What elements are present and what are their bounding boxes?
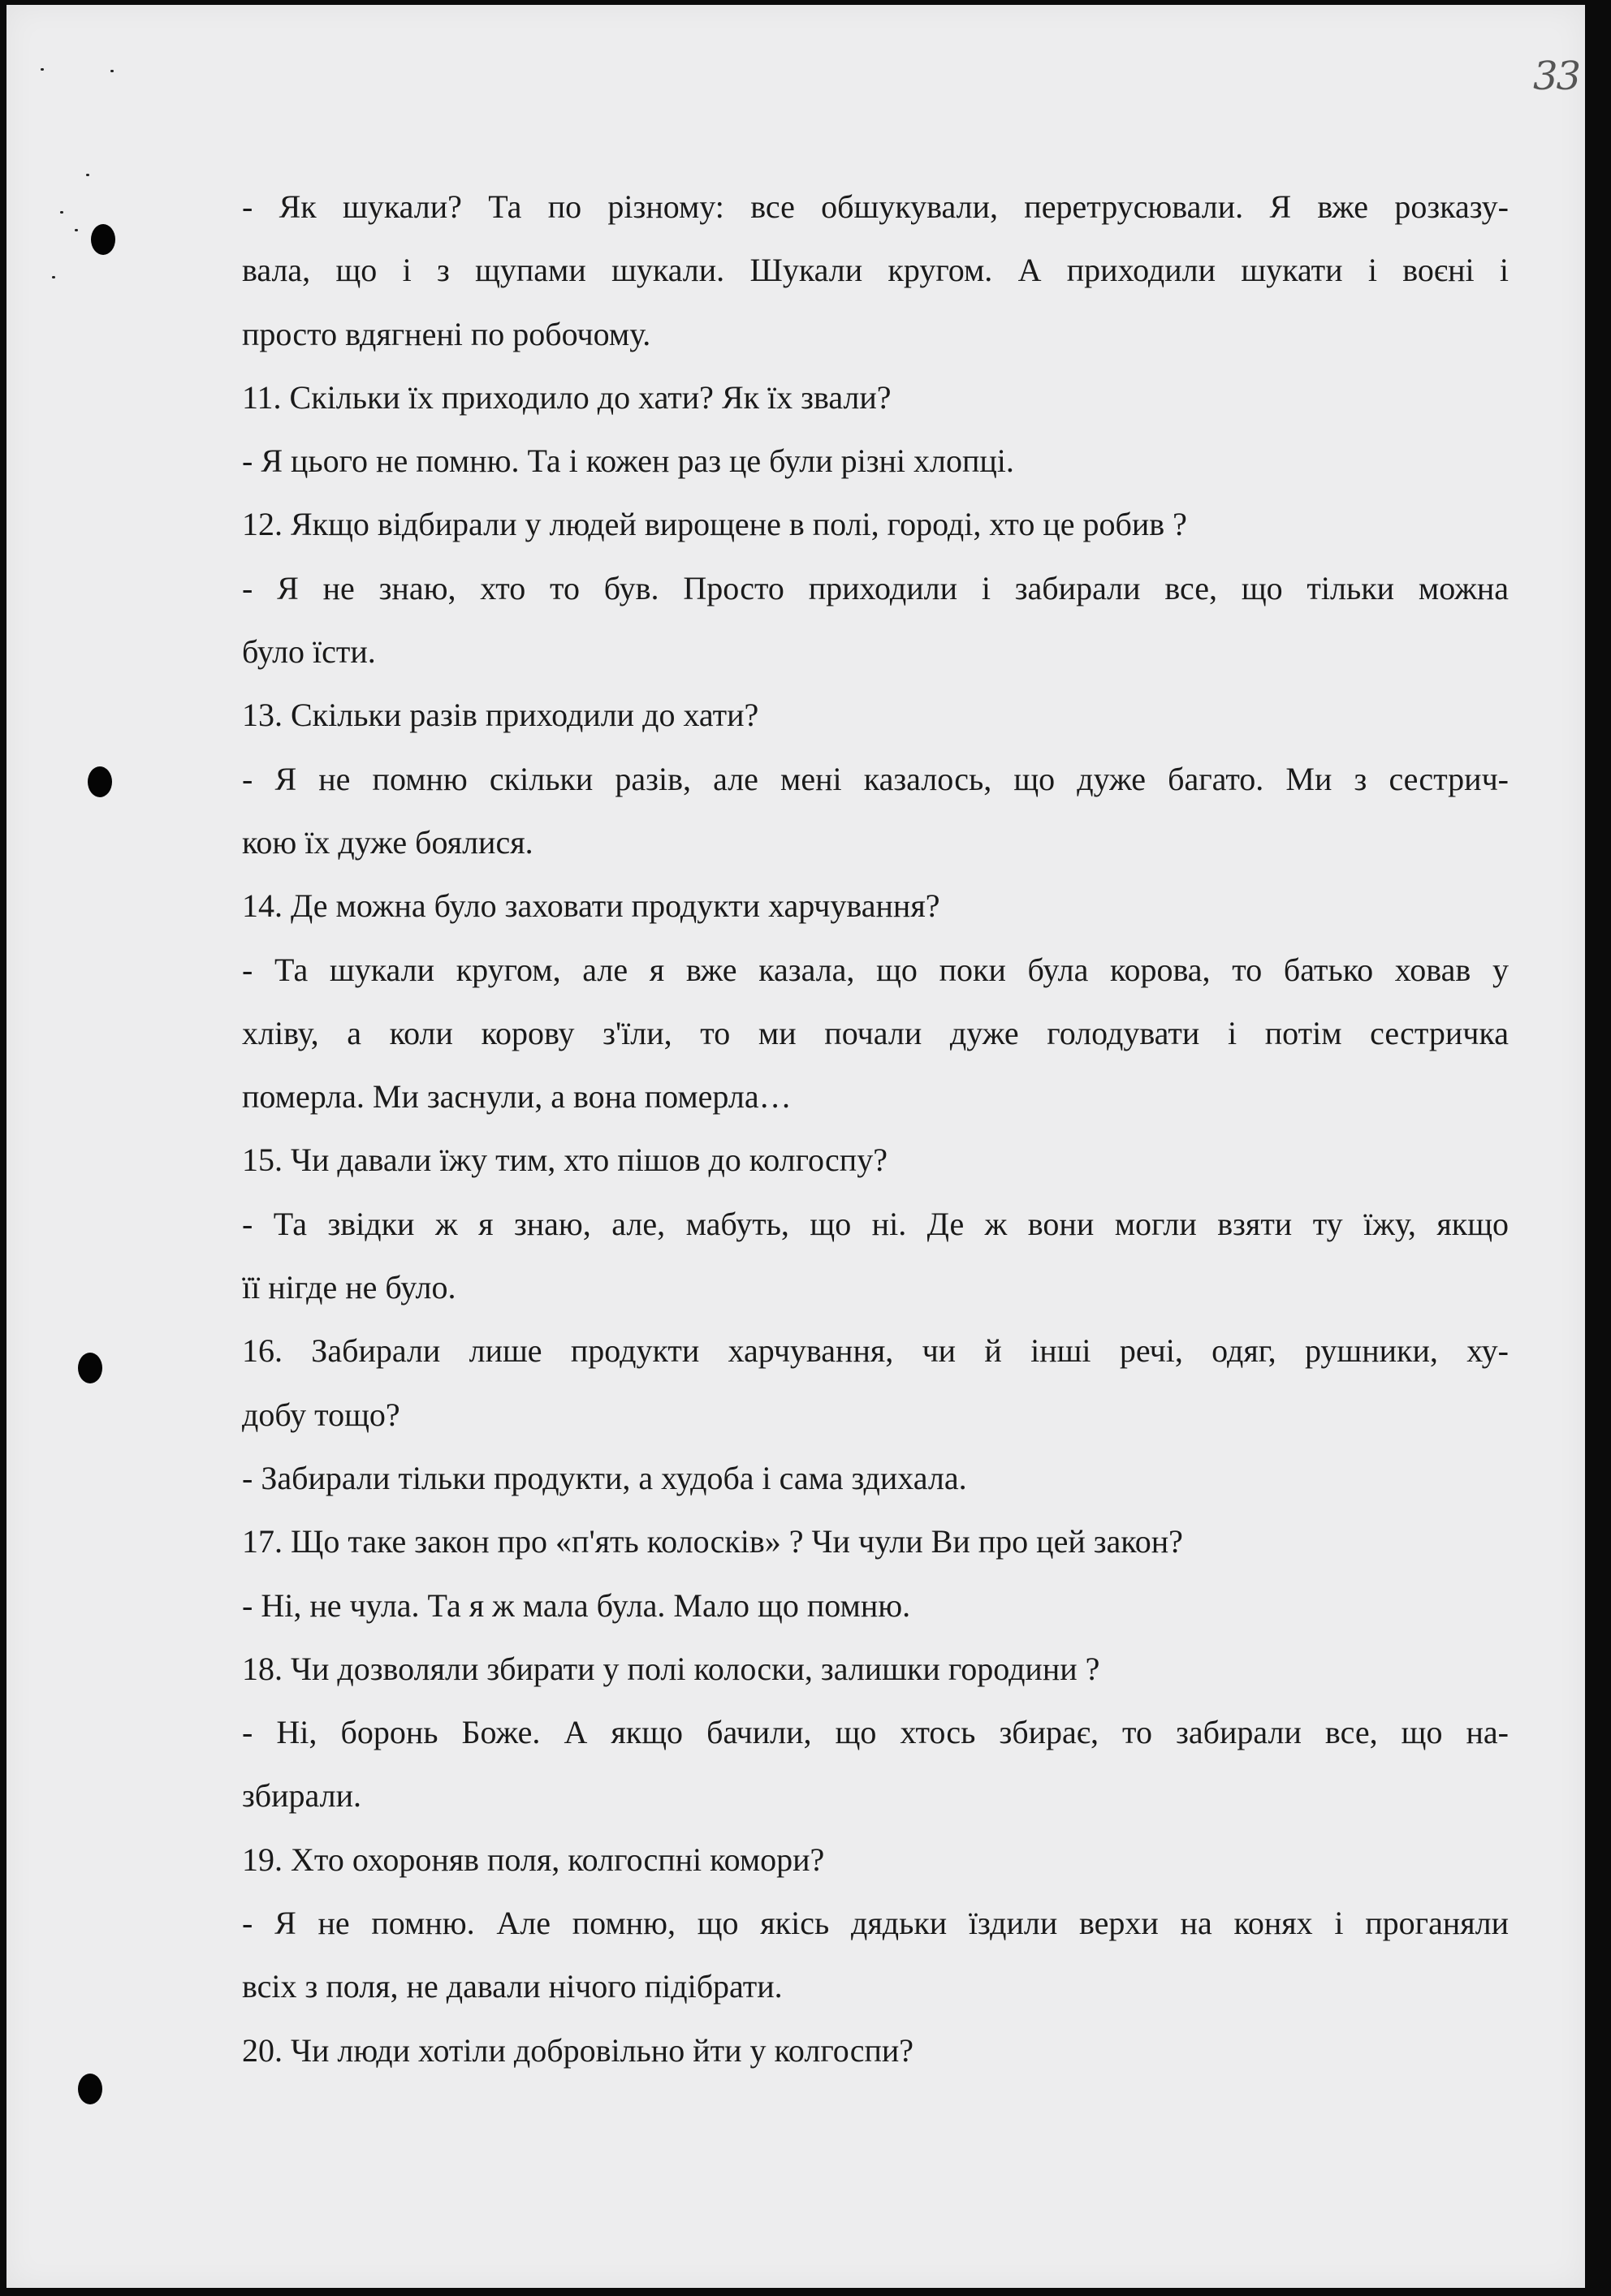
punch-hole-icon <box>78 1353 102 1383</box>
text-line: всіх з поля, не давали нічого підібрати. <box>242 1968 783 2005</box>
punch-hole-icon <box>88 766 112 797</box>
text-line: збирали. <box>242 1777 362 1815</box>
text-line: - Та звідки ж я знаю, але, мабуть, що ні. Де ж вони могли взяти ту їжу, якщо <box>242 1205 1509 1242</box>
text-line: - Та шукали кругом, але я вже казала, що поки була корова, то батько ховав у <box>242 951 1509 988</box>
text-line: 18. Чи дозволяли збирати у полі колоски, залишки городини ? <box>242 1650 1100 1687</box>
text-line: - Я не знаю, хто то був. Просто приходили і забирали все, що тільки можна <box>242 569 1509 606</box>
speck-mark <box>52 276 55 278</box>
text-line: її нігде не було. <box>242 1269 456 1306</box>
text-line: було їсти. <box>242 633 376 671</box>
page-number: 33 <box>1533 54 1580 99</box>
text-line: 15. Чи давали їжу тим, хто пішов до колгоспу? <box>242 1142 888 1179</box>
text-line: 16. Забирали лише продукти харчування, чи й інші речі, одяг, рушники, ху- <box>242 1332 1509 1370</box>
document-body <box>242 175 1509 2082</box>
text-line: - Як шукали? Та по різному: все обшукували, перетрусювали. Я вже розказу- <box>242 188 1509 225</box>
text-line: 13. Скільки разів приходили до хати? <box>242 697 759 734</box>
text-line: 19. Хто охороняв поля, колгоспні комори? <box>242 1841 825 1878</box>
text-line: - Я не помню. Але помню, що якісь дядьки їздили верхи на конях і проганяли <box>242 1905 1509 1942</box>
text-line: 11. Скільки їх приходило до хати? Як їх звали? <box>242 378 892 416</box>
text-line: 20. Чи люди хотіли добровільно йти у колгоспи? <box>242 2031 914 2069</box>
text-line: кою їх дуже боялися. <box>242 823 533 861</box>
text-line: просто вдягнені по робочому. <box>242 315 651 352</box>
text-line: - Забирали тільки продукти, а худоба і сама здихала. <box>242 1459 967 1496</box>
text-line: добу тощо? <box>242 1396 400 1433</box>
document-page <box>6 5 1585 2288</box>
scan-border <box>1585 0 1611 2296</box>
text-line: 14. Де можна було заховати продукти харчування? <box>242 887 940 925</box>
text-line: 17. Що таке закон про «п'ять колосків» ? Чи чули Ви про цей закон? <box>242 1523 1183 1560</box>
text-line: 12. Якщо відбирали у людей вирощене в полі, городі, хто це робив ? <box>242 506 1187 543</box>
speck-mark <box>75 229 78 231</box>
speck-mark <box>110 70 114 72</box>
speck-mark <box>41 68 44 71</box>
speck-mark <box>60 211 63 214</box>
speck-mark <box>86 174 89 176</box>
text-line: - Ні, боронь Боже. А якщо бачили, що хтось збирає, то забирали все, що на- <box>242 1714 1509 1751</box>
text-line: хліву, а коли корову з'їли, то ми почали дуже голодувати і потім сестричка <box>242 1014 1509 1051</box>
punch-hole-icon <box>78 2074 102 2104</box>
text-line: - Я не помню скільки разів, але мені казалось, що дуже багато. Ми з сестрич- <box>242 760 1509 797</box>
punch-hole-icon <box>91 224 115 255</box>
text-line: вала, що і з щупами шукали. Шукали кругом. А приходили шукати і воєні і <box>242 252 1509 289</box>
text-line: померла. Ми заснули, а вона померла… <box>242 1078 792 1116</box>
text-line: - Ні, не чула. Та я ж мала була. Мало що помню. <box>242 1586 911 1624</box>
text-line: - Я цього не помню. Та і кожен раз це були різні хлопці. <box>242 442 1014 480</box>
